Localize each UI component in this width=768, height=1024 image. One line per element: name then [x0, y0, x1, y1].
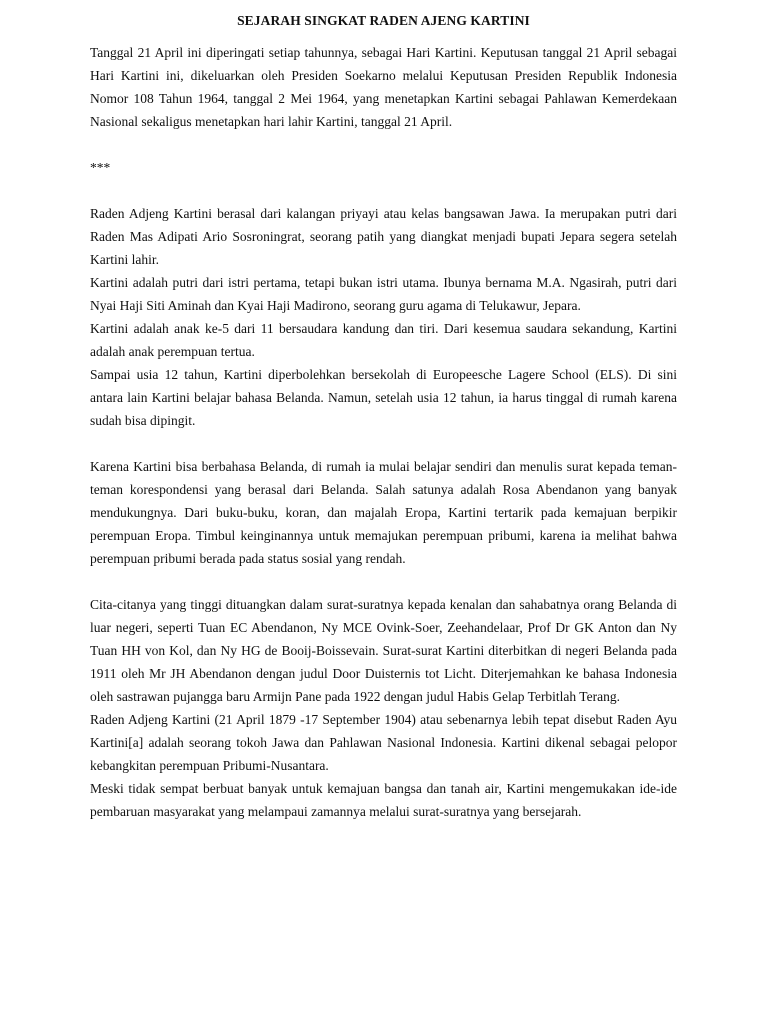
paragraph-siblings: Kartini adalah anak ke-5 dari 11 bersaudara kandung dan tiri. Dari kesemua saudara sekandung, Kartini adalah anak perempuan tertua.	[90, 321, 677, 359]
paragraph-gap	[90, 432, 677, 455]
section-separator: ***	[90, 160, 111, 175]
paragraph-hari-kartini: Tanggal 21 April ini diperingati setiap tahunnya, sebagai Hari Kartini. Keputusan tanggal 21 April sebagai Hari Kartini ini, dikeluarkan oleh Presiden Soekarno melalui Keputusan Presiden Republik Indonesia Nomor 108 Tahun 1964, tanggal 2 Mei 1964, yang menetapkan Kartini sebagai Pahlawan Kemerdekaan Nasional sekaligus menetapkan hari lahir Kartini, tanggal 21 April.	[90, 45, 677, 129]
paragraph-correspondence: Karena Kartini bisa berbahasa Belanda, di rumah ia mulai belajar sendiri dan menulis surat kepada teman-teman korespondensi yang berasal dari Belanda. Salah satunya adalah Rosa Abendanon yang banyak mendukungnya. Dari buku-buku, koran, dan majalah Eropa, Kartini tertarik pada kemajuan berpikir perempuan Eropa. Timbul keinginannya untuk memajukan perempuan pribumi, karena ia melihat bahwa perempuan pribumi berada pada status sosial yang rendah.	[90, 459, 677, 566]
paragraph-letters: Cita-citanya yang tinggi dituangkan dalam surat-suratnya kepada kenalan dan sahabatnya orang Belanda di luar negeri, seperti Tuan EC Abendanon, Ny MCE Ovink-Soer, Zeehandelaar, Prof Dr GK Anton dan Ny Tuan HH von Kol, dan Ny HG de Booij-Boissevain. Surat-surat Kartini diterbitkan di negeri Belanda pada 1911 oleh Mr JH Abendanon dengan judul Door Duisternis tot Licht. Diterjemahkan ke bahasa Indonesia oleh sastrawan pujangga baru Armijn Pane pada 1922 dengan judul Habis Gelap Terbitlah Terang.	[90, 597, 677, 704]
paragraph-biography: Raden Adjeng Kartini (21 April 1879 -17 September 1904) atau sebenarnya lebih tepat disebut Raden Ayu Kartini[a] adalah seorang tokoh Jawa dan Pahlawan Nasional Indonesia. Kartini dikenal sebagai pelopor kebangkitan perempuan Pribumi-Nusantara.	[90, 712, 677, 773]
paragraph-gap	[90, 179, 677, 202]
paragraph-legacy: Meski tidak sempat berbuat banyak untuk kemajuan bangsa dan tanah air, Kartini mengemukakan ide-ide pembaruan masyarakat yang melampaui zamannya melalui surat-suratnya yang bersejarah.	[90, 781, 677, 819]
document-title: SEJARAH SINGKAT RADEN AJENG KARTINI	[237, 13, 530, 28]
paragraph-mother: Kartini adalah putri dari istri pertama, tetapi bukan istri utama. Ibunya bernama M.A. Ngasirah, putri dari Nyai Haji Siti Aminah dan Kyai Haji Madirono, seorang guru agama di Telukawur, Jepara.	[90, 275, 677, 313]
paragraph-gap	[90, 133, 677, 156]
paragraph-origin: Raden Adjeng Kartini berasal dari kalangan priyayi atau kelas bangsawan Jawa. Ia merupakan putri dari Raden Mas Adipati Ario Sosroningrat, seorang patih yang diangkat menjadi bupati Jepara segera setelah Kartini lahir.	[90, 206, 677, 267]
paragraph-gap	[90, 570, 677, 593]
document-page	[90, 10, 677, 823]
paragraph-school: Sampai usia 12 tahun, Kartini diperbolehkan bersekolah di Europeesche Lagere School (ELS). Di sini antara lain Kartini belajar bahasa Belanda. Namun, setelah usia 12 tahun, ia harus tinggal di rumah karena sudah bisa dipingit.	[90, 367, 677, 428]
